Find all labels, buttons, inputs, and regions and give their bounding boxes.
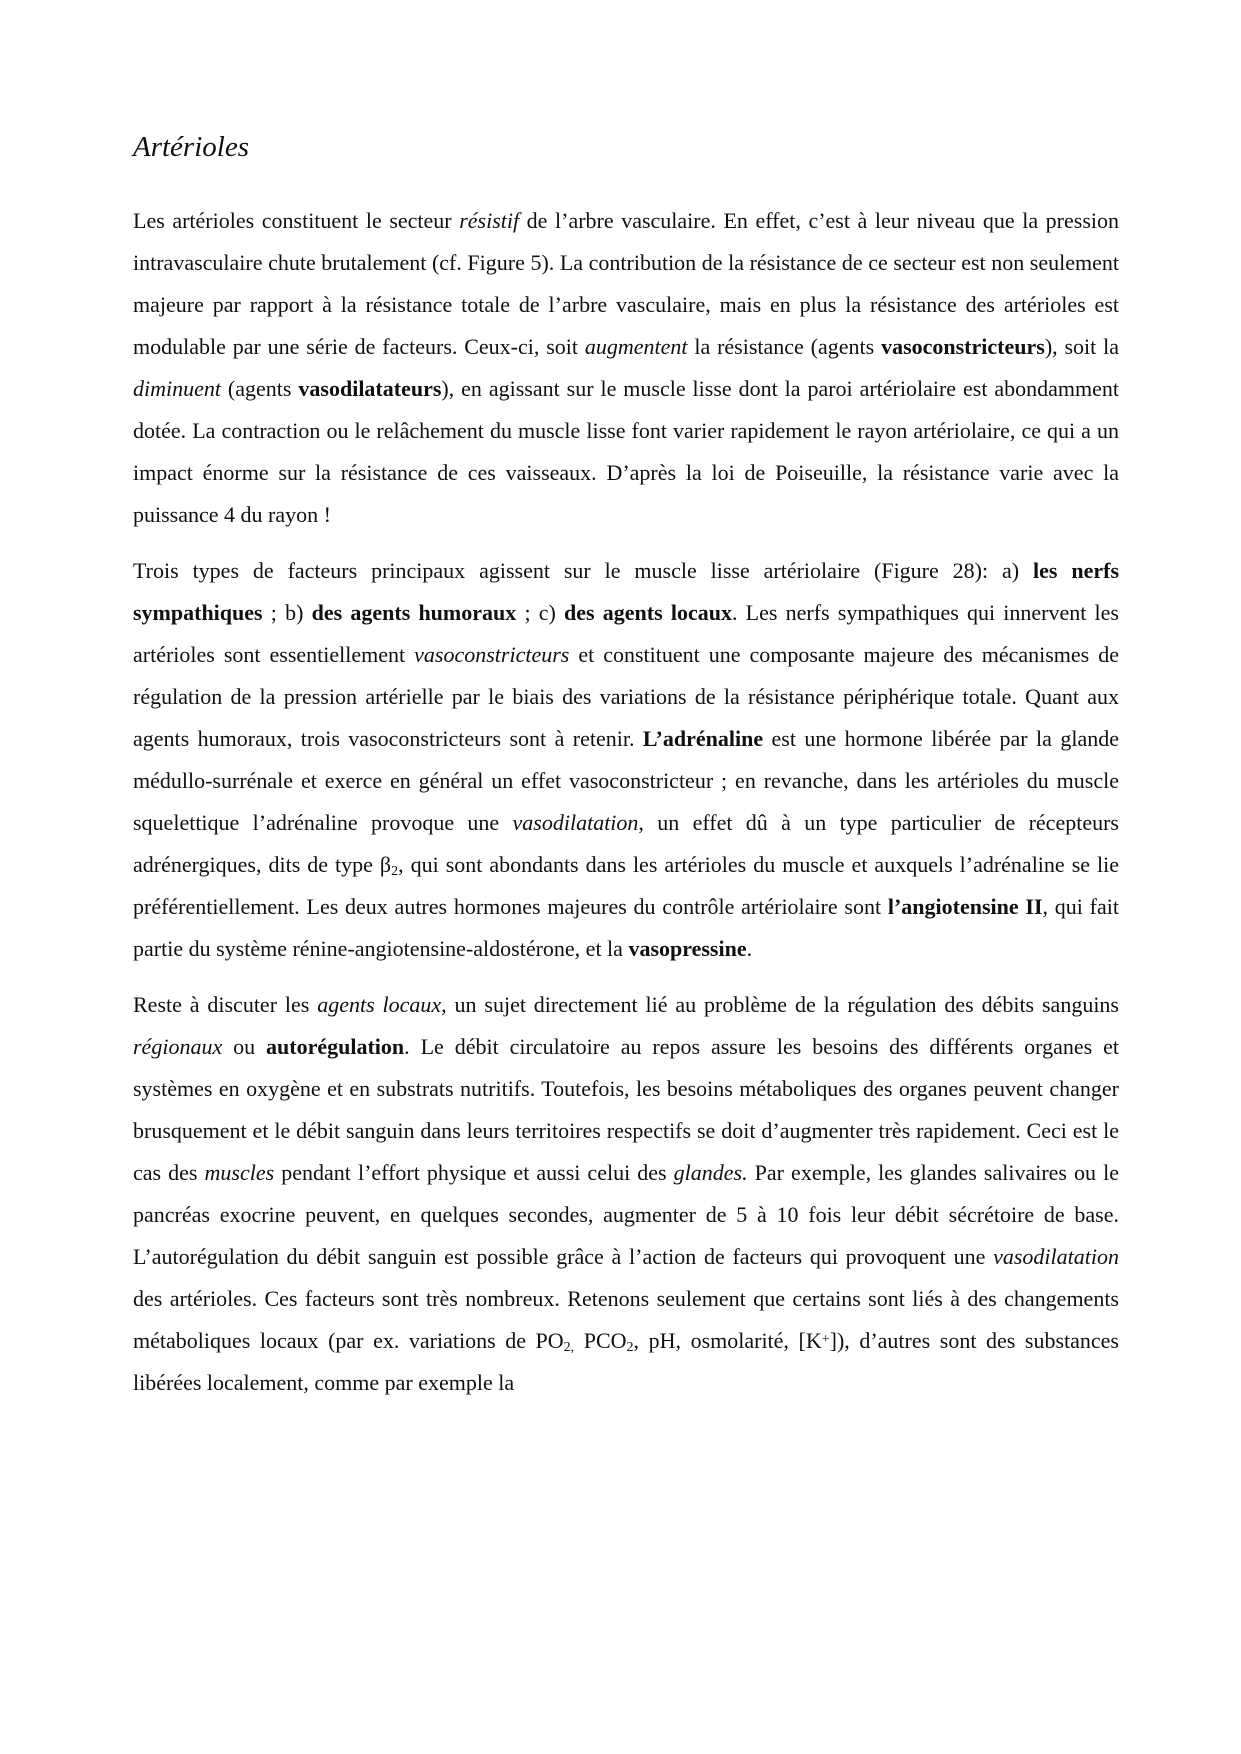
- text-run: de l’arbre vasculaire. En effet, c’est à leur niveau que la pression intravasculaire chute brutalement (cf. Figure 5). La contribution de la résistance de ce secteur est non seulement majeure par rapport à la résistance totale de l’arbre vasculaire, mais en plus la résistance des artérioles est modulable par une série de facteurs. Ceux-ci, soit: [133, 208, 1119, 359]
- text-run: ), soit la: [1044, 334, 1119, 359]
- text-run: autorégulation: [266, 1034, 405, 1059]
- superscript-run: +: [821, 1331, 830, 1347]
- text-run: des agents locaux: [564, 600, 732, 625]
- text-run: agents locaux: [317, 992, 442, 1017]
- text-run: , qui fait partie du système rénine-angiotensine-aldostérone, et la: [133, 894, 1119, 961]
- text-run: , qui sont abondants dans les artérioles du muscle et auxquels l’adrénaline se lie préférentiellement. Les deux autres hormones majeures du contrôle artériolaire sont: [133, 852, 1120, 919]
- text-run: ou: [222, 1034, 267, 1059]
- subscript-run: 2: [626, 1340, 634, 1356]
- text-run: vasodilatation: [512, 810, 639, 835]
- text-run: , un sujet directement lié au problème de la régulation des débits sanguins: [441, 992, 1119, 1017]
- section-title: Artérioles: [133, 131, 249, 163]
- paragraph-facteurs-muscle-lisse: [133, 550, 1119, 970]
- text-run: Reste à discuter les: [133, 992, 318, 1017]
- text-run: vasodilatation: [993, 1244, 1119, 1269]
- text-run: et constituent une composante majeure des mécanismes de régulation de la pression artérielle par le biais des variations de la résistance périphérique totale. Quant aux agents humoraux, trois vasoconstricteurs sont à retenir.: [133, 642, 1119, 751]
- text-run: PCO: [574, 1328, 627, 1353]
- text-run: la résistance (agents: [687, 334, 882, 359]
- text-run: résistif: [459, 208, 520, 233]
- text-run: Par exemple, les glandes salivaires ou le pancréas exocrine peuvent, en quelques secondes, augmenter de 5 à 10 fois leur débit sécrétoire de base. L’autorégulation du débit sanguin est possible grâce à l’action de facteurs qui provoquent une: [133, 1160, 1119, 1269]
- text-run: . Le débit circulatoire au repos assure les besoins des différents organes et systèmes en oxygène et en substrats nutritifs. Toutefois, les besoins métaboliques des organes peuvent changer brusquement et le débit sanguin dans leurs territoires respectifs se doit d’augmenter très rapidement. Ceci est le cas des: [133, 1034, 1119, 1185]
- text-run: vasoconstricteurs: [414, 642, 570, 667]
- text-run: ; b): [262, 600, 312, 625]
- paragraph-arterioles-resistance: [133, 200, 1119, 536]
- text-run: .: [746, 936, 753, 961]
- text-run: muscles: [204, 1160, 275, 1185]
- text-run: . Les nerfs sympathiques qui innervent les artérioles sont essentiellement: [133, 600, 1119, 667]
- text-run: vasopressine: [628, 936, 747, 961]
- text-run: Les artérioles constituent le secteur: [133, 208, 460, 233]
- text-run: les nerfs sympathiques: [133, 558, 1120, 625]
- text-run: régionaux: [133, 1034, 223, 1059]
- text-run: , un effet dû à un type particulier de récepteurs adrénergiques, dits de type β: [133, 810, 1119, 877]
- text-run: pendant l’effort physique et aussi celui des: [274, 1160, 674, 1185]
- text-run: Trois types de facteurs principaux agissent sur le muscle lisse artériolaire (Figure 28): a): [133, 558, 1034, 583]
- text-run: , pH, osmolarité, [K: [633, 1328, 822, 1353]
- text-run: augmentent: [584, 334, 688, 359]
- text-run: vasodilatateurs: [298, 376, 442, 401]
- text-run: ; c): [516, 600, 565, 625]
- text-run: diminuent: [133, 376, 221, 401]
- text-run: vasoconstricteurs: [881, 334, 1045, 359]
- text-run: des artérioles. Ces facteurs sont très nombreux. Retenons seulement que certains sont liés à des changements métaboliques locaux (par ex. variations de PO: [133, 1286, 1119, 1353]
- text-run: L’adrénaline: [642, 726, 764, 751]
- text-run: (agents: [221, 376, 299, 401]
- text-run: glandes.: [673, 1160, 748, 1185]
- text-run: ]), d’autres sont des substances libérées localement, comme par exemple la: [133, 1328, 1119, 1395]
- text-run: est une hormone libérée par la glande médullo-surrénale et exerce en général un effet vasoconstricteur ; en revanche, dans les artérioles du muscle squelettique l’adrénaline provoque une: [133, 726, 1119, 835]
- text-run: ), en agissant sur le muscle lisse dont la paroi artériolaire est abondamment dotée. La contraction ou le relâchement du muscle lisse font varier rapidement le rayon artériolaire, ce qui a un impact énorme sur la résistance de ces vaisseaux. D’après la loi de Poiseuille, la résistance varie avec la puissance 4 du rayon !: [133, 376, 1119, 527]
- text-run: des agents humoraux: [311, 600, 517, 625]
- paragraph-agents-locaux-autoregulation: [133, 984, 1119, 1404]
- subscript-run: 2: [391, 864, 399, 880]
- text-run: l’angiotensine II: [887, 894, 1043, 919]
- subscript-run: 2,: [563, 1340, 575, 1356]
